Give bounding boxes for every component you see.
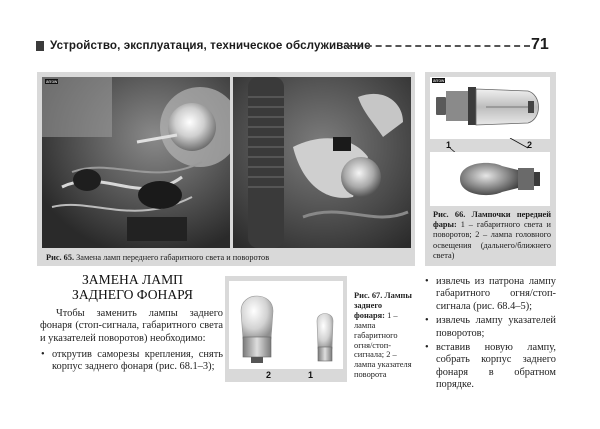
list-item: • вставив новую лампу, собрать корпус заднего фонаря в обратном порядке.: [422, 342, 556, 392]
figure-66-photo-tag: arrow: [433, 78, 445, 83]
steps-right-list: [422, 276, 556, 394]
list-item: • открутив саморезы крепления, снять корпус заднего фонаря (рис. 68.1–3);: [38, 349, 223, 374]
figure-66-callout-2: 2: [527, 140, 533, 150]
figure-65-caption: [46, 253, 412, 263]
steps-left-list: [38, 349, 223, 376]
section-heading: [40, 272, 225, 302]
section-intro: Чтобы заменить лампы заднего фонаря (стоп-сигнала, габаритного света и указателей поворотов) необходимо:: [40, 308, 223, 344]
list-item: • извлечь из патрона лампу габаритного огня/стоп-сигнала (рис. 68.4–5);: [422, 276, 556, 313]
figure-65-caption-label: Рис. 65.: [46, 253, 75, 262]
figure-67-caption-label: Рис. 67. Лампы заднего фонаря:: [354, 291, 412, 320]
section-heading-line-2: ЗАДНЕГО ФОНАРЯ: [72, 287, 193, 302]
figure-67-callout-2: 2: [266, 370, 272, 380]
page-number: 71: [531, 36, 549, 53]
figure-66-caption-text: 1 – габаритного света и поворотов; 2 – лампа головного освещения (дальнего/ближнего света): [433, 220, 551, 260]
figure-66-callout-1: 1: [446, 140, 452, 150]
figure-66-photo-bottom: [430, 152, 550, 206]
figure-67-callout-1: 1: [308, 370, 314, 380]
figure-67-caption-text: 1 – лампа габаритного огня/стоп-сигнала; 2 – лампа указателя поворота: [354, 310, 412, 380]
figure-67-caption: [354, 291, 414, 380]
section-heading-line-1: ЗАМЕНА ЛАМП: [82, 272, 183, 287]
figure-66-caption-label: Рис. 66. Лампочки передней фары:: [433, 210, 551, 230]
figure-65-photo-tag: arrow: [46, 79, 58, 84]
list-item: • извлечь лампу указателей поворотов;: [422, 315, 556, 340]
figure-65-photo-left: [42, 77, 230, 248]
header-marker: [36, 41, 44, 51]
figure-65-caption-text: Замена ламп переднего габаритного света и поворотов: [76, 253, 270, 262]
figure-66-caption: [433, 210, 551, 261]
running-header-title: Устройство, эксплуатация, техническое обслуживание: [50, 39, 371, 52]
figure-66-photo-top: [430, 77, 550, 139]
figure-65-photo-right: [233, 77, 411, 248]
header-rule: [346, 45, 530, 47]
figure-67-photo: [229, 281, 343, 369]
